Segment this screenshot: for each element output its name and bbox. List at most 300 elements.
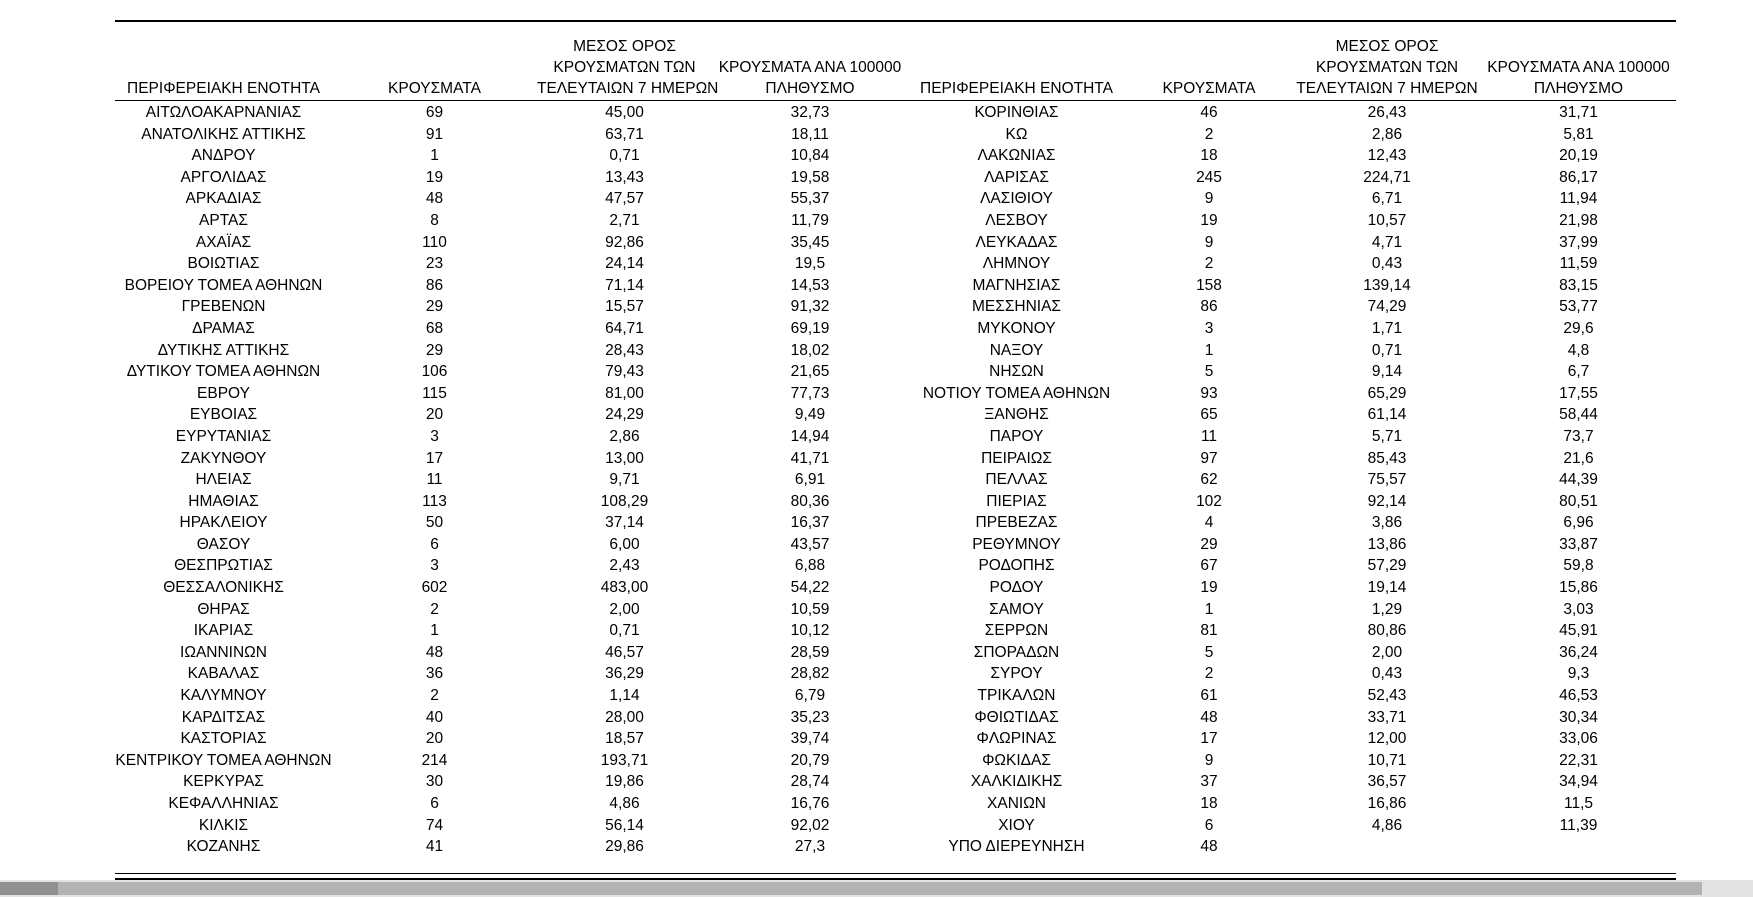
cell-avg7-right: 9,14 — [1371, 363, 1403, 381]
table-row — [115, 404, 1676, 426]
cell-avg7-left: 9,71 — [609, 471, 640, 489]
cell-cases-left: 23 — [425, 255, 444, 273]
cell-cases-right: 2 — [1204, 125, 1214, 143]
cell-cases-right: 6 — [1204, 816, 1214, 834]
cell-avg7-right: 4,86 — [1371, 816, 1403, 834]
cell-cases-right: 5 — [1204, 643, 1214, 661]
table-row — [115, 296, 1676, 318]
cell-avg7-right — [1293, 836, 1481, 858]
cell-avg7-left: 56,14 — [605, 816, 644, 834]
bottom-rule — [115, 873, 1676, 874]
cell-cases-left: 29 — [425, 341, 444, 359]
cell-avg7-left: 71,14 — [605, 276, 644, 294]
cell-region-right: ΝΗΣΩΝ — [989, 363, 1044, 381]
cell-cases-left: 17 — [425, 449, 444, 467]
cell-region-left: ΑΧΑΪΑΣ — [195, 233, 252, 251]
cell-cases-left: 2 — [430, 687, 439, 705]
cell-avg7-left: 92,86 — [605, 233, 644, 251]
cell-cases-left: 20 — [425, 406, 444, 424]
cell-per100k-right: 20,19 — [1559, 147, 1598, 165]
cell-avg7-right: 19,14 — [1367, 579, 1407, 597]
cell-region-right: ΜΕΣΣΗΝΙΑΣ — [971, 298, 1062, 316]
cell-region-left: ΚΑΒΑΛΑΣ — [187, 665, 260, 683]
cell-avg7-right: 12,00 — [1367, 730, 1407, 748]
cell-avg7-left: 13,43 — [605, 168, 644, 186]
table-row — [115, 663, 1676, 685]
cell-avg7-right: 75,57 — [1367, 471, 1407, 489]
cell-avg7-right: 16,86 — [1367, 795, 1407, 812]
cell-per100k-right: 33,87 — [1559, 535, 1598, 553]
cell-avg7-left: 15,57 — [605, 298, 644, 316]
cell-cases-left: 3 — [430, 557, 439, 575]
cell-per100k-left: 28,82 — [790, 665, 830, 683]
cell-cases-left: 8 — [430, 211, 439, 229]
cell-region-right: ΞΑΝΘΗΣ — [984, 406, 1049, 424]
cell-per100k-left: 43,57 — [790, 535, 830, 553]
table-row — [115, 469, 1676, 491]
cell-avg7-right: 61,14 — [1367, 406, 1407, 424]
table-row — [115, 815, 1676, 837]
cell-cases-left: 36 — [425, 665, 444, 683]
cell-per100k-left: 41,71 — [790, 449, 830, 467]
table-row — [115, 491, 1676, 513]
cell-per100k-left: 18,02 — [790, 341, 830, 359]
table-row — [115, 685, 1676, 707]
horizontal-scrollbar[interactable] — [0, 880, 1753, 897]
cell-avg7-left: 29,86 — [605, 838, 644, 856]
cell-per100k-left: 18,11 — [791, 125, 829, 143]
cell-avg7-left: 483,00 — [600, 579, 649, 597]
cell-avg7-right: 1,29 — [1371, 600, 1403, 618]
cell-region-left: ΕΒΡΟΥ — [197, 384, 250, 402]
cell-avg7-left: 81,00 — [605, 384, 644, 402]
cell-region-right: ΧΙΟΥ — [998, 816, 1035, 834]
cell-per100k-right: 33,06 — [1559, 730, 1598, 748]
cell-cases-left: 3 — [430, 427, 439, 445]
cell-cases-right: 29 — [1200, 535, 1218, 553]
cell-avg7-right: 0,43 — [1371, 665, 1403, 683]
cell-cases-left: 1 — [430, 622, 439, 640]
header-cases-right: ΚΡΟΥΣΜΑΤΑ — [1125, 36, 1293, 101]
cell-region-left: ΓΡΕΒΕΝΩΝ — [181, 298, 266, 316]
cell-per100k-right: 15,86 — [1559, 579, 1598, 597]
cell-per100k-right: 11,5 — [1563, 795, 1594, 812]
cell-per100k-left: 6,79 — [794, 687, 826, 705]
header-cases-left: ΚΡΟΥΣΜΑΤΑ — [332, 36, 537, 101]
cell-avg7-left: 2,43 — [609, 557, 640, 575]
cell-avg7-right: 4,71 — [1371, 233, 1403, 251]
cell-per100k-right: 4,8 — [1567, 341, 1590, 359]
cell-avg7-left: 36,29 — [605, 665, 644, 683]
cell-cases-left: 50 — [425, 514, 444, 532]
cell-avg7-left: 28,43 — [605, 341, 644, 359]
cell-avg7-right: 36,57 — [1367, 773, 1407, 791]
header-region-left: ΠΕΡΙΦΕΡΕΙΑΚΗ ΕΝΟΤΗΤΑ — [115, 36, 332, 101]
cell-cases-left: 48 — [425, 190, 444, 208]
cell-cases-left: 11 — [426, 471, 443, 489]
cell-avg7-right: 12,43 — [1367, 147, 1407, 165]
cell-per100k-left: 39,74 — [790, 730, 830, 748]
cell-region-left: ΚΑΡΔΙΤΣΑΣ — [181, 708, 266, 726]
cell-cases-right: 1 — [1204, 600, 1214, 618]
cell-avg7-left: 13,00 — [605, 449, 644, 467]
cell-region-right: ΡΟΔΟΠΗΣ — [978, 557, 1055, 575]
header-avg7-right: ΜΕΣΟΣ ΟΡΟΣ ΚΡΟΥΣΜΑΤΩΝ ΤΩΝ ΤΕΛΕΥΤΑΙΩΝ 7 ΗΜΕΡΩΝ — [1293, 36, 1481, 101]
table-row — [115, 145, 1676, 167]
cell-cases-right: 37 — [1200, 773, 1218, 791]
cell-per100k-right: 45,91 — [1559, 622, 1598, 640]
cell-region-left: ΚΑΛΥΜΝΟΥ — [180, 687, 267, 705]
cell-avg7-left: 24,14 — [605, 255, 644, 273]
cell-avg7-left: 2,71 — [609, 211, 640, 229]
cell-region-left: ΕΥΒΟΙΑΣ — [189, 406, 258, 424]
table-body — [115, 101, 1676, 858]
cell-cases-left: 106 — [421, 363, 448, 381]
cell-per100k-right: 5,81 — [1563, 125, 1594, 143]
cell-per100k-left: 20,79 — [790, 751, 830, 769]
table-row — [115, 253, 1676, 275]
cell-region-left: ΙΩΑΝΝΙΝΩΝ — [180, 643, 267, 661]
cell-cases-right: 1 — [1204, 341, 1214, 359]
cell-cases-right: 9 — [1204, 233, 1214, 251]
cell-region-left: ΑΝΔΡΟΥ — [191, 147, 256, 165]
cell-cases-right: 19 — [1200, 579, 1218, 597]
header-per100k-right: ΚΡΟΥΣΜΑΤΑ ΑΝΑ 100000 ΠΛΗΘΥΣΜΟ — [1481, 36, 1676, 101]
cell-avg7-right: 2,00 — [1371, 643, 1403, 661]
cell-per100k-right: 46,53 — [1559, 687, 1598, 705]
cell-cases-left: 113 — [422, 492, 447, 510]
table-row — [115, 426, 1676, 448]
cell-region-right: ΧΑΝΙΩΝ — [987, 795, 1046, 812]
table-row — [115, 599, 1676, 621]
cell-avg7-left: 2,00 — [609, 600, 640, 618]
cell-region-left: ΒΟΙΩΤΙΑΣ — [187, 255, 260, 273]
cell-per100k-left: 10,12 — [790, 622, 830, 640]
cell-avg7-left: 18,57 — [605, 730, 644, 748]
cell-avg7-left: 45,00 — [605, 104, 644, 121]
header-avg7-left: ΜΕΣΟΣ ΟΡΟΣ ΚΡΟΥΣΜΑΤΩΝ ΤΩΝ ΤΕΛΕΥΤΑΙΩΝ 7 ΗΜΕΡΩΝ — [537, 36, 712, 101]
cell-region-right: ΦΛΩΡΙΝΑΣ — [976, 730, 1057, 748]
cell-avg7-right: 13,86 — [1367, 535, 1407, 553]
cell-region-left: ΑΡΚΑΔΙΑΣ — [185, 190, 262, 208]
cell-avg7-left: 64,71 — [605, 319, 644, 337]
cell-region-right: ΚΟΡΙΝΘΙΑΣ — [974, 104, 1059, 121]
cell-cases-right: 102 — [1196, 492, 1222, 510]
cell-region-right: ΤΡΙΚΑΛΩΝ — [977, 687, 1056, 705]
cell-region-right: ΜΑΓΝΗΣΙΑΣ — [972, 276, 1061, 294]
cell-cases-right: 65 — [1200, 406, 1218, 424]
cell-cases-left: 214 — [421, 751, 448, 769]
cell-per100k-right: 29,6 — [1563, 319, 1594, 337]
cell-avg7-right: 5,71 — [1371, 427, 1403, 445]
cell-cases-right: 97 — [1200, 449, 1218, 467]
cell-per100k-right: 17,55 — [1559, 384, 1598, 402]
table-row — [115, 836, 1676, 858]
cell-avg7-right: 139,14 — [1363, 276, 1411, 294]
cell-per100k-left: 35,45 — [790, 233, 830, 251]
cell-avg7-right: 6,71 — [1371, 190, 1403, 208]
cell-per100k-right: 59,8 — [1563, 557, 1594, 575]
cell-region-left: ΒΟΡΕΙΟΥ ΤΟΜΕΑ ΑΘΗΝΩΝ — [124, 276, 323, 294]
cell-cases-left: 74 — [425, 816, 444, 834]
cell-cases-right: 46 — [1200, 104, 1218, 121]
cell-cases-right: 61 — [1200, 687, 1218, 705]
cell-per100k-left: 21,65 — [790, 363, 830, 381]
cell-region-left: ΚΕΡΚΥΡΑΣ — [183, 773, 264, 791]
cell-per100k-left: 14,94 — [790, 427, 830, 445]
cell-cases-right: 3 — [1204, 319, 1214, 337]
cell-cases-left: 48 — [425, 643, 444, 661]
cell-per100k-right: 6,7 — [1567, 363, 1590, 381]
cell-region-left: ΗΡΑΚΛΕΙΟΥ — [179, 514, 268, 532]
cell-per100k-right: 21,6 — [1563, 449, 1594, 467]
cell-cases-left: 19 — [425, 168, 444, 186]
cell-per100k-left: 77,73 — [790, 384, 830, 402]
cell-per100k-right: 44,39 — [1559, 471, 1598, 489]
cell-region-right: ΛΕΣΒΟΥ — [985, 211, 1048, 229]
header-per100k-left: ΚΡΟΥΣΜΑΤΑ ΑΝΑ 100000 ΠΛΗΘΥΣΜΟ — [712, 36, 908, 101]
cell-avg7-left: 47,57 — [605, 190, 644, 208]
cell-avg7-right: 2,86 — [1371, 125, 1403, 143]
table-row — [115, 275, 1676, 297]
cell-per100k-left: 69,19 — [790, 319, 830, 337]
cell-avg7-left: 24,29 — [605, 406, 644, 424]
cell-per100k-right: 9,3 — [1567, 665, 1590, 683]
cases-table — [115, 36, 1676, 858]
cell-cases-left: 41 — [425, 838, 444, 856]
cell-cases-left: 40 — [425, 708, 444, 726]
cell-cases-right: 17 — [1200, 730, 1218, 748]
cell-cases-right: 67 — [1200, 557, 1218, 575]
cell-cases-left: 86 — [425, 276, 444, 294]
cell-avg7-left: 46,57 — [605, 643, 644, 661]
table-row — [115, 383, 1676, 405]
cell-cases-right: 18 — [1200, 147, 1218, 165]
cell-per100k-right — [1481, 836, 1676, 858]
cell-avg7-left: 6,00 — [609, 535, 640, 553]
cell-region-left: ΑΙΤΩΛΟΑΚΑΡΝΑΝΙΑΣ — [145, 104, 302, 121]
table-row — [115, 555, 1676, 577]
cell-cases-left: 20 — [425, 730, 444, 748]
cell-cases-right: 9 — [1204, 751, 1214, 769]
cell-region-right: ΣΕΡΡΩΝ — [984, 622, 1049, 640]
cell-region-left: ΔΥΤΙΚΟΥ ΤΟΜΕΑ ΑΘΗΝΩΝ — [126, 363, 321, 381]
cell-per100k-right: 37,99 — [1559, 233, 1598, 251]
cell-per100k-left: 10,59 — [790, 600, 830, 618]
cell-region-left: ΙΚΑΡΙΑΣ — [193, 622, 254, 640]
cell-region-right: ΣΠΟΡΑΔΩΝ — [973, 643, 1060, 661]
table-row — [115, 771, 1676, 793]
cell-cases-right: 62 — [1200, 471, 1218, 489]
cell-cases-right: 19 — [1200, 211, 1218, 229]
cell-per100k-right: 80,51 — [1559, 492, 1598, 510]
cell-avg7-left: 37,14 — [605, 514, 644, 532]
cell-per100k-right: 11,94 — [1559, 190, 1598, 208]
cell-region-right: ΛΑΣΙΘΙΟΥ — [980, 190, 1053, 208]
cell-cases-right: 158 — [1196, 276, 1222, 294]
cell-avg7-right: 85,43 — [1367, 449, 1407, 467]
cell-per100k-right: 11,59 — [1559, 255, 1598, 273]
cell-per100k-left: 16,76 — [790, 795, 830, 812]
cell-cases-right: 2 — [1204, 255, 1214, 273]
top-rule — [115, 20, 1676, 22]
cell-cases-left: 602 — [421, 579, 448, 597]
table-row — [115, 232, 1676, 254]
cell-cases-left: 110 — [422, 233, 447, 251]
cell-region-right: ΥΠΟ ΔΙΕΡΕΥΝΗΣΗ — [948, 838, 1085, 856]
cell-cases-left: 1 — [430, 147, 439, 165]
cell-avg7-left: 1,14 — [609, 687, 640, 705]
cell-avg7-right: 74,29 — [1367, 298, 1407, 316]
cell-region-right: ΡΕΘΥΜΝΟΥ — [972, 535, 1061, 553]
table-row — [115, 124, 1676, 146]
cell-cases-right: 4 — [1204, 514, 1214, 532]
cell-per100k-left: 6,91 — [794, 471, 826, 489]
cell-cases-right: 9 — [1204, 190, 1214, 208]
table-row — [115, 642, 1676, 664]
cell-region-right: ΦΩΚΙΔΑΣ — [982, 751, 1051, 769]
cell-cases-right: 2 — [1204, 665, 1214, 683]
table-row — [115, 534, 1676, 556]
cell-region-right: ΚΩ — [1005, 125, 1028, 143]
cell-per100k-left: 6,88 — [794, 557, 826, 575]
cell-avg7-left: 28,00 — [605, 708, 644, 726]
cell-avg7-right: 3,86 — [1371, 514, 1403, 532]
cell-cases-right: 5 — [1204, 363, 1214, 381]
cell-per100k-right: 53,77 — [1559, 298, 1598, 316]
cell-per100k-left: 28,59 — [790, 643, 830, 661]
cell-region-left: ΚΑΣΤΟΡΙΑΣ — [180, 730, 267, 748]
cell-per100k-left: 35,23 — [790, 708, 830, 726]
cell-avg7-right: 80,86 — [1367, 622, 1407, 640]
table-row — [115, 577, 1676, 599]
table-row — [115, 101, 1676, 124]
cell-region-right: ΠΕΙΡΑΙΩΣ — [981, 449, 1052, 467]
table-row — [115, 512, 1676, 534]
cell-region-right: ΝΟΤΙΟΥ ΤΟΜΕΑ ΑΘΗΝΩΝ — [922, 384, 1111, 402]
cell-cases-left: 30 — [425, 773, 444, 791]
cell-cases-left: 6 — [430, 535, 439, 553]
table-row — [115, 448, 1676, 470]
cell-region-left: ΚΙΛΚΙΣ — [198, 816, 249, 834]
cell-region-right: ΠΕΛΛΑΣ — [985, 471, 1048, 489]
cell-avg7-left: 79,43 — [605, 363, 644, 381]
cell-per100k-right: 31,71 — [1559, 104, 1598, 121]
cell-avg7-right: 57,29 — [1367, 557, 1407, 575]
table-header-row — [115, 36, 1676, 101]
cell-region-left: ΗΛΕΙΑΣ — [195, 471, 252, 489]
scrollbar-thumb[interactable] — [0, 882, 1702, 895]
cell-per100k-left: 32,73 — [790, 104, 830, 121]
cell-per100k-right: 58,44 — [1559, 406, 1598, 424]
cell-per100k-left: 9,49 — [794, 406, 826, 424]
table-row — [115, 361, 1676, 383]
cell-cases-left: 69 — [425, 104, 444, 121]
cell-cases-right: 93 — [1200, 384, 1218, 402]
cell-cases-right: 81 — [1200, 622, 1218, 640]
cell-region-right: ΠΙΕΡΙΑΣ — [986, 492, 1047, 510]
cell-region-left: ΘΗΡΑΣ — [197, 600, 250, 618]
cell-region-left: ΑΡΓΟΛΙΔΑΣ — [180, 168, 267, 186]
cell-avg7-left: 108,29 — [600, 492, 649, 510]
cell-avg7-right: 10,57 — [1367, 211, 1407, 229]
cell-region-right: ΛΑΚΩΝΙΑΣ — [977, 147, 1056, 165]
cell-cases-right: 48 — [1200, 708, 1218, 726]
table-row — [115, 318, 1676, 340]
cell-region-right: ΛΑΡΙΣΑΣ — [984, 168, 1049, 186]
table-row — [115, 620, 1676, 642]
cell-per100k-right: 73,7 — [1563, 427, 1594, 445]
table-row — [115, 210, 1676, 232]
table-row — [115, 728, 1676, 750]
cell-region-left: ΘΕΣΠΡΩΤΙΑΣ — [174, 557, 273, 575]
cell-avg7-left: 4,86 — [609, 795, 640, 812]
cell-avg7-left: 0,71 — [609, 147, 640, 165]
cell-cases-right: 86 — [1200, 298, 1218, 316]
cell-per100k-left: 54,22 — [790, 579, 830, 597]
cell-region-left: ΚΟΖΑΝΗΣ — [186, 838, 261, 856]
cell-avg7-right: 224,71 — [1363, 168, 1411, 186]
cell-avg7-left: 19,86 — [605, 773, 644, 791]
cell-region-left: ΗΜΑΘΙΑΣ — [188, 492, 259, 510]
cell-per100k-right: 11,39 — [1559, 816, 1598, 834]
cell-per100k-left: 80,36 — [790, 492, 830, 510]
cell-region-right: ΠΡΕΒΕΖΑΣ — [975, 514, 1058, 532]
scrollbar-thumb-grip[interactable] — [0, 882, 58, 895]
header-region-right: ΠΕΡΙΦΕΡΕΙΑΚΗ ΕΝΟΤΗΤΑ — [908, 36, 1125, 101]
cell-cases-right: 11 — [1200, 427, 1218, 445]
table-row — [115, 707, 1676, 729]
cell-per100k-left: 10,84 — [790, 147, 830, 165]
cell-per100k-left: 91,32 — [790, 298, 830, 316]
cell-region-right: ΛΗΜΝΟΥ — [982, 255, 1051, 273]
cell-per100k-left: 19,5 — [794, 255, 826, 273]
cell-per100k-left: 55,37 — [790, 190, 830, 208]
cell-per100k-right: 6,96 — [1563, 514, 1594, 532]
cell-region-left: ΑΡΤΑΣ — [199, 211, 248, 229]
cell-avg7-right: 26,43 — [1367, 104, 1407, 121]
cell-avg7-right: 92,14 — [1367, 492, 1407, 510]
cell-cases-left: 91 — [425, 125, 444, 143]
cell-per100k-left: 28,74 — [790, 773, 830, 791]
cell-avg7-right: 10,71 — [1367, 751, 1407, 769]
cell-avg7-right: 52,43 — [1367, 687, 1407, 705]
cell-avg7-right: 33,71 — [1367, 708, 1407, 726]
cell-cases-left: 115 — [422, 384, 447, 402]
cell-region-right: ΡΟΔΟΥ — [989, 579, 1044, 597]
cell-cases-right: 48 — [1200, 838, 1218, 856]
cell-cases-left: 6 — [430, 795, 439, 812]
cell-per100k-right: 30,34 — [1559, 708, 1598, 726]
cell-per100k-left: 14,53 — [790, 276, 830, 294]
cell-region-right: ΜΥΚΟΝΟΥ — [977, 319, 1056, 337]
cell-per100k-right: 34,94 — [1559, 773, 1598, 791]
cell-region-right: ΦΘΙΩΤΙΔΑΣ — [974, 708, 1059, 726]
cell-avg7-left: 2,86 — [609, 427, 640, 445]
cell-avg7-left: 0,71 — [609, 622, 640, 640]
cell-cases-right: 245 — [1196, 168, 1222, 186]
cell-region-left: ΖΑΚΥΝΘΟΥ — [180, 449, 267, 467]
cell-avg7-left: 193,71 — [600, 751, 649, 769]
cell-cases-left: 68 — [425, 319, 444, 337]
cell-per100k-right: 83,15 — [1559, 276, 1598, 294]
cell-per100k-left: 11,79 — [791, 211, 829, 229]
cell-region-right: ΣΑΜΟΥ — [989, 600, 1044, 618]
document-sheet — [115, 0, 1676, 897]
cell-avg7-right: 0,71 — [1371, 341, 1403, 359]
table-row — [115, 167, 1676, 189]
cell-region-right: ΛΕΥΚΑΔΑΣ — [975, 233, 1058, 251]
